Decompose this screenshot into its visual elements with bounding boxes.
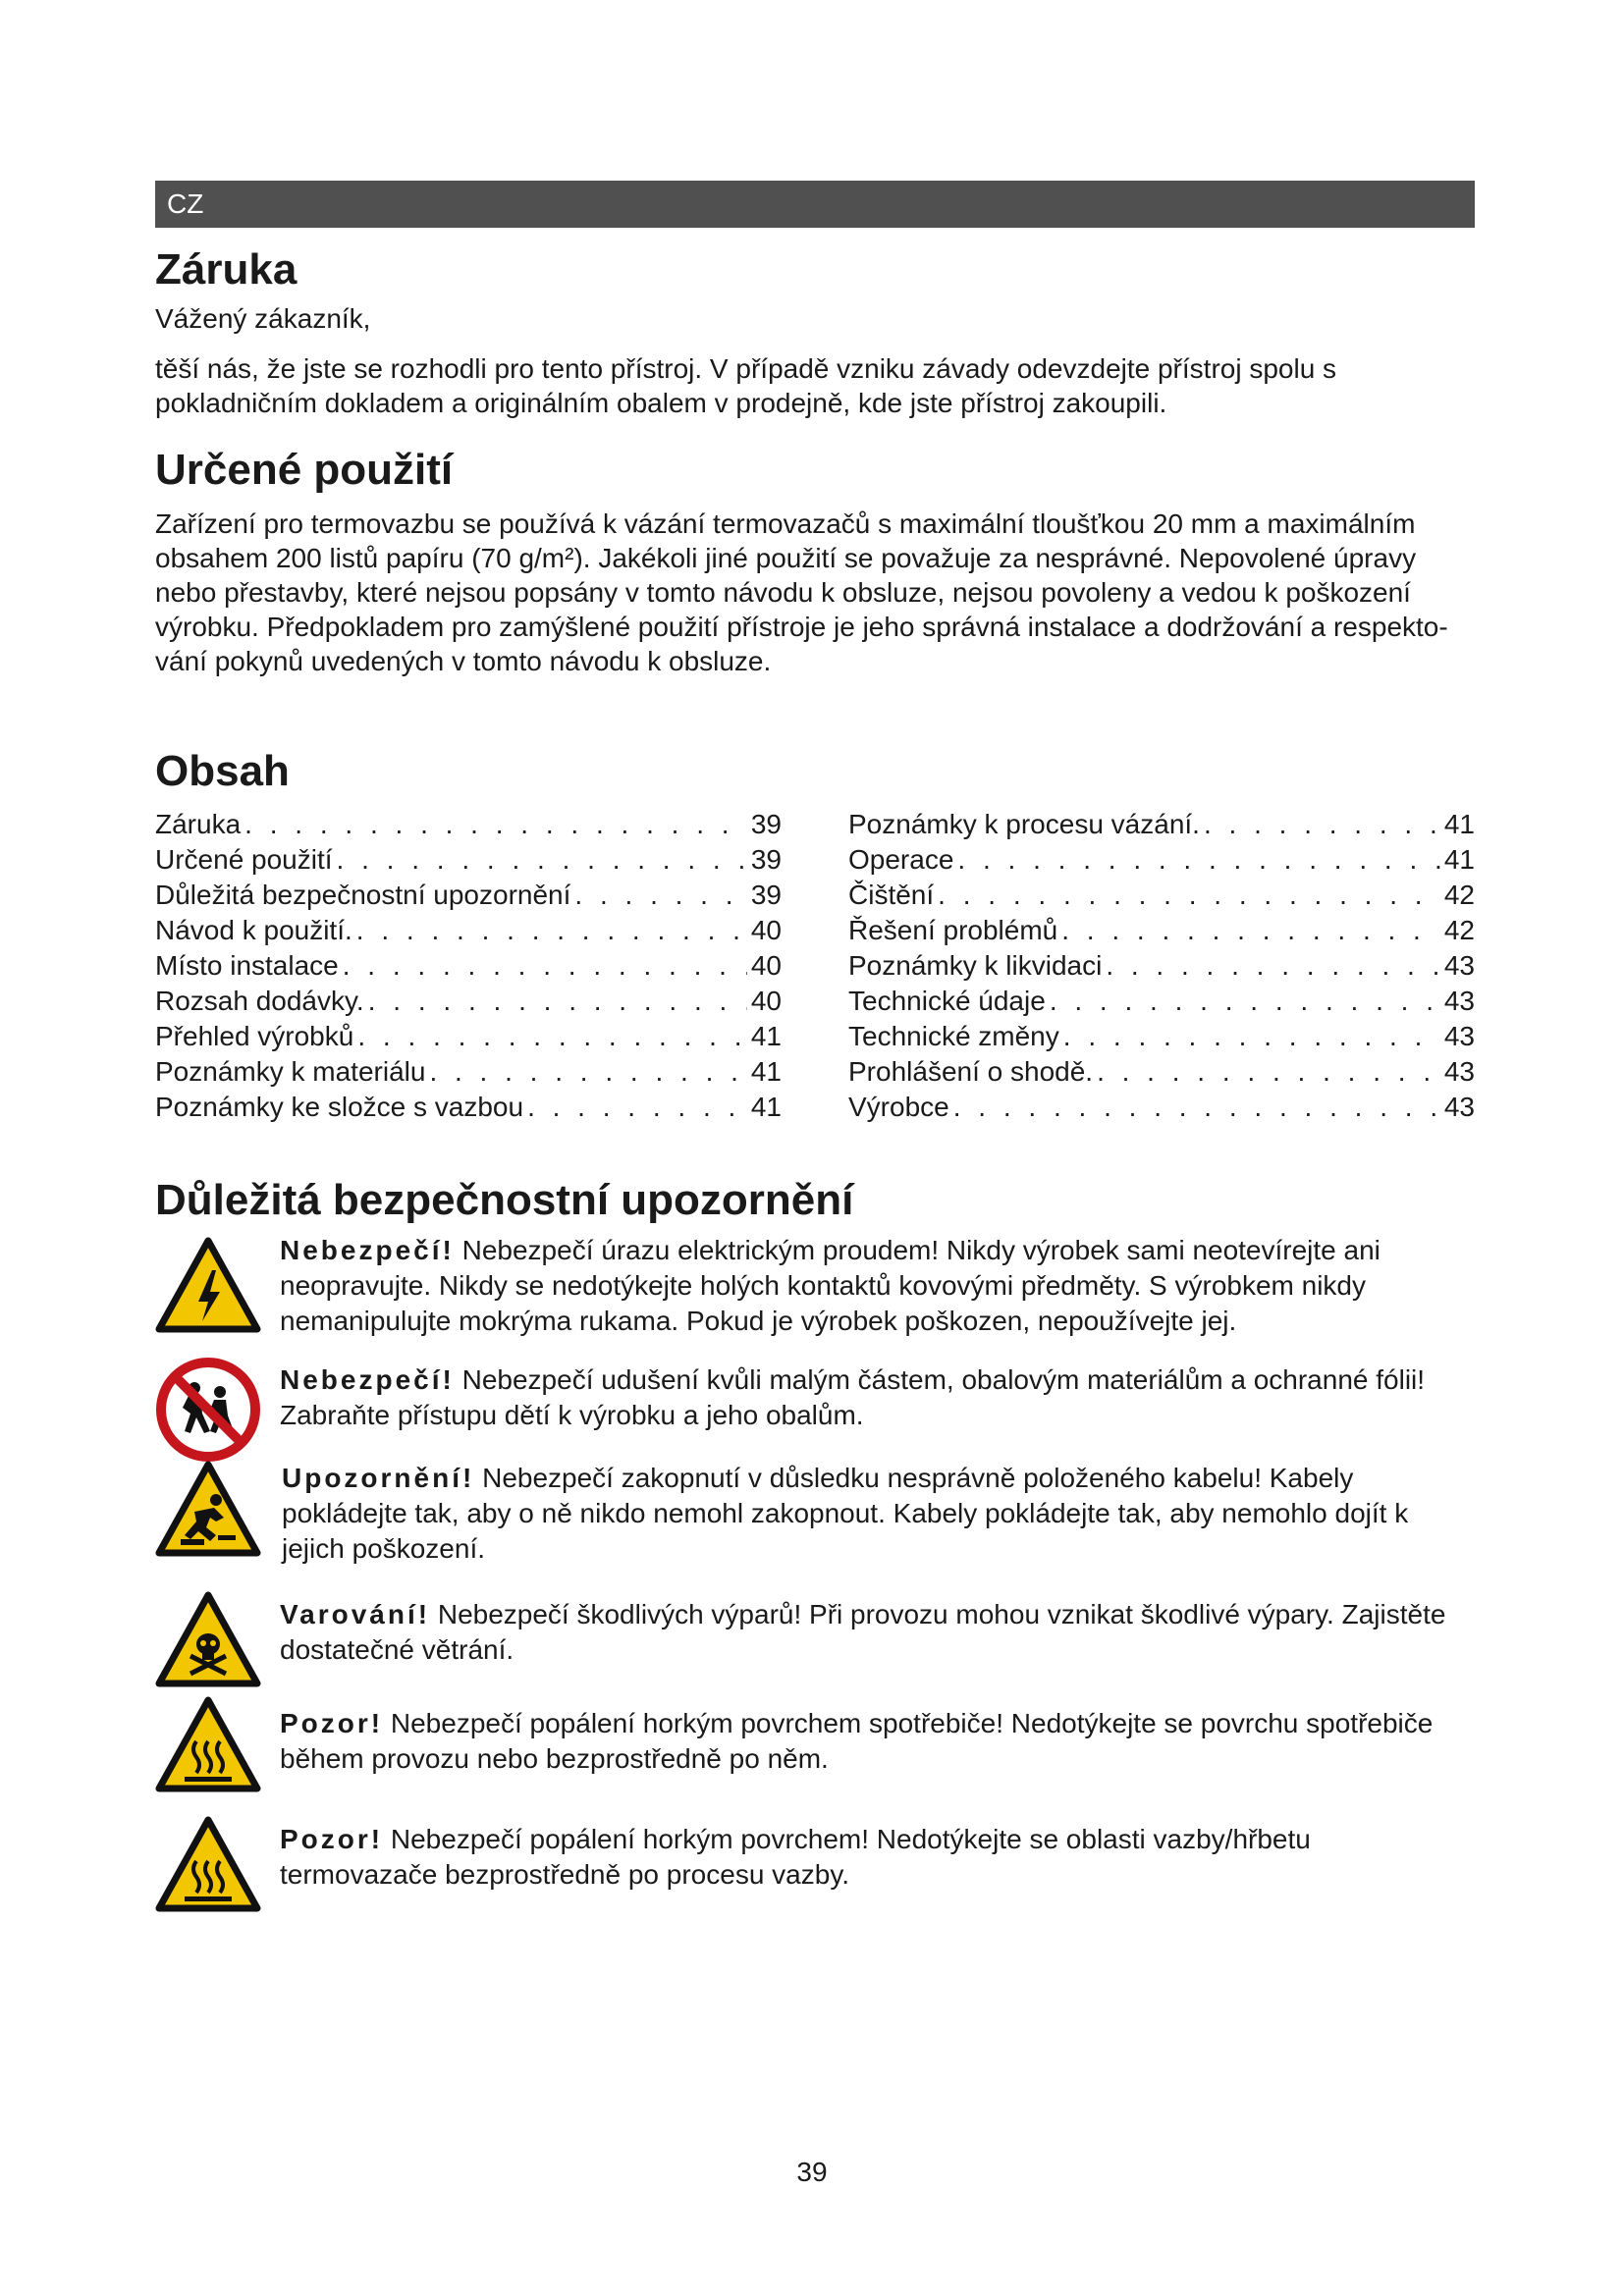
warranty-text: těší nás, že jste se rozhodli pro tento přístroj. V případě vzniku závady odevzdejte přístroj spolu s pokladničním dokladem a originálním obalem v prodejně, kde jste přístroj zakoupili. xyxy=(155,352,1337,418)
safety-keyword: Pozor! xyxy=(280,1708,384,1739)
safety-item-text: Nebezpečí! Nebezpečí udušení kvůli malým částem, obalovým materiálům a ochranné fólii! Zabraňte přístupu dětí k výrobku a jeho obalům. xyxy=(280,1364,1426,1431)
safety-keyword: Upozornění! xyxy=(282,1463,475,1494)
tripping-hazard-icon xyxy=(155,1461,261,1567)
safety-list xyxy=(155,1233,1475,1940)
page xyxy=(155,181,1475,1940)
toc-entry: Záruka . . . 39 xyxy=(155,807,782,842)
safety-keyword: Nebezpečí! xyxy=(280,1364,455,1396)
hot-surface-warning-icon xyxy=(155,1816,261,1922)
electric-shock-warning-icon xyxy=(155,1237,261,1343)
safety-item-text: Varování! Nebezpečí škodlivých výparů! Při provozu mohou vznikat škodlivé výpary. Zajistěte dostatečné větrání. xyxy=(280,1599,1446,1666)
toc-entry: Návod k použití. . . . 40 xyxy=(155,913,782,948)
safety-item-text: Upozornění! Nebezpečí zakopnutí v důsledku nesprávně položeného kabelu! Kabely pokládejte tak, aby o ně nikdo nemohl zakopnout. Kabely pokládejte tak, aby nemohlo dojít k jejich poškození. xyxy=(282,1463,1409,1565)
intended-use-title: Určené použití xyxy=(155,445,454,494)
toc-entry: Technické změny . . . 43 xyxy=(848,1019,1475,1054)
toc-entry: Čištění . . . 42 xyxy=(848,878,1475,913)
safety-keyword: Nebezpečí! xyxy=(280,1235,455,1266)
toc-entry: Poznámky ke složce s vazbou . . . 41 xyxy=(155,1090,782,1125)
safety-item-text: Nebezpečí! Nebezpečí úrazu elektrickým proudem! Nikdy výrobek sami neotevírejte ani neopravujte. Nikdy se nedotýkejte holých kontaktů kovovými předměty. S výrobkem nikdy nemanipulujte mokrýma rukama. Pokud je výrobek poškozen, nepoužívejte jej. xyxy=(280,1235,1380,1337)
toc-entry: Poznámky k procesu vázání. . . . 41 xyxy=(848,807,1475,842)
toc-entry: Přehled výrobků . . . 41 xyxy=(155,1019,782,1054)
safety-title: Důležitá bezpečnostní upozornění xyxy=(155,1175,854,1224)
safety-item-text: Pozor! Nebezpečí popálení horkým povrchem! Nedotýkejte se oblasti vazby/hřbetu termovazače bezprostředně po procesu vazby. xyxy=(280,1824,1311,1891)
contents-title: Obsah xyxy=(155,747,290,796)
toc-right-column xyxy=(848,807,1475,1125)
toc-entry: Řešení problémů . . . 42 xyxy=(848,913,1475,948)
toxic-fumes-warning-icon xyxy=(155,1591,261,1697)
toc-left-column xyxy=(155,807,782,1125)
toc-entry: Rozsah dodávky. . . . 40 xyxy=(155,984,782,1019)
toc-entry: Poznámky k likvidaci . . . 43 xyxy=(848,948,1475,984)
intended-use-text: Zařízení pro termovazbu se používá k vázání termovazačů s maximální tloušťkou 20 mm a maximálním obsahem 200 listů papíru (70 g/m²). Jakékoli jiné použití se považuje za nesprávné. Nepovolené úpravy nebo přestavby, které nejsou popsány v tomto návodu k obsluze, nejsou povoleny a vedou k poškození výrobku. Předpokladem pro zamýšlené použití přístroje je jeho správná instalace a dodržování a respekto-vání pokynů uvedených v tomto návodu k obsluze. xyxy=(155,508,1448,677)
toc-entry: Místo instalace . . . 40 xyxy=(155,948,782,984)
warranty-greeting: Vážený zákazník, xyxy=(155,302,371,334)
toc-entry: Poznámky k materiálu . . . 41 xyxy=(155,1054,782,1090)
no-children-prohibition-icon xyxy=(155,1357,261,1463)
language-label: CZ xyxy=(167,188,204,219)
page-number: 39 xyxy=(796,2157,828,2187)
toc-entry: Určené použití . . . 39 xyxy=(155,842,782,878)
toc-entry: Prohlášení o shodě. . . . 43 xyxy=(848,1054,1475,1090)
toc-entry: Výrobce . . . 43 xyxy=(848,1090,1475,1125)
table-of-contents xyxy=(155,807,1475,1125)
safety-keyword: Varování! xyxy=(280,1599,431,1630)
toc-entry: Operace . . . 41 xyxy=(848,842,1475,878)
safety-item-text: Pozor! Nebezpečí popálení horkým povrchem spotřebiče! Nedotýkejte se povrchu spotřebiče během provozu nebo bezprostředně po něm. xyxy=(280,1708,1434,1775)
language-bar xyxy=(155,181,1475,228)
hot-surface-warning-icon xyxy=(155,1696,261,1802)
safety-keyword: Pozor! xyxy=(280,1824,384,1855)
warranty-title: Záruka xyxy=(155,245,298,294)
toc-entry: Technické údaje . . . 43 xyxy=(848,984,1475,1019)
toc-entry: Důležitá bezpečnostní upozornění . . . 39 xyxy=(155,878,782,913)
